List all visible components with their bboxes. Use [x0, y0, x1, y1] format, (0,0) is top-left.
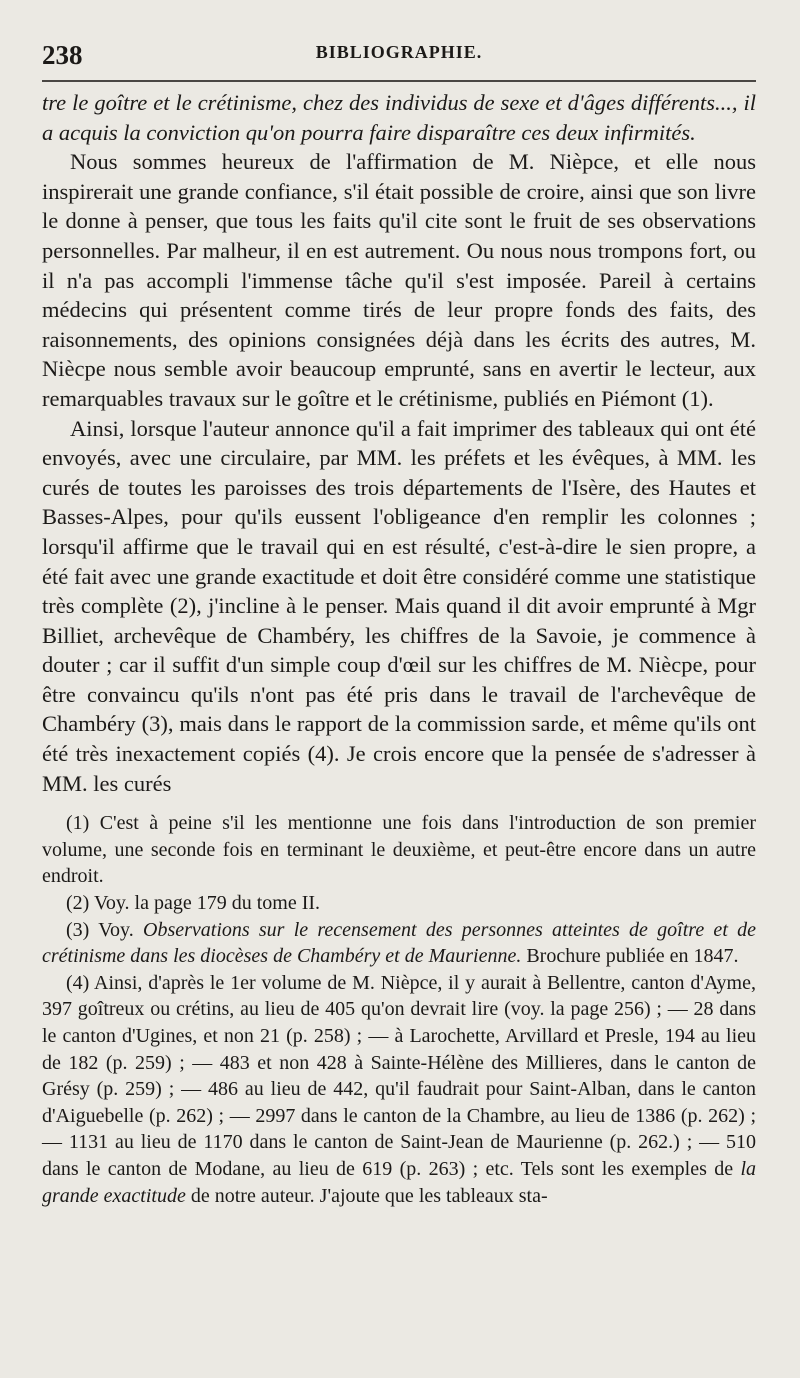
footnote-3 — [42, 917, 756, 970]
footnote-4 — [42, 970, 756, 1209]
page-number: 238 — [42, 40, 83, 70]
footnote-3-lead: (3) Voy. — [66, 918, 143, 941]
main-text — [42, 88, 756, 798]
running-head: BIBLIOGRAPHIE. — [315, 42, 483, 62]
paragraph: Ainsi, lorsque l'auteur annonce qu'il a fait imprimer des tableaux qui ont été envoyés, avec une circulaire, par MM. les préfets et les évêques, à MM. les curés de toutes les paroisses des trois départements de l'Isère, des Hautes et Basses-Alpes, pour qu'ils eussent l'obligeance d'en remplir les colonnes ; lorsqu'il affirme que le travail qui en est résulté, c'est-à-dire le sien propre, a été fait avec une grande exactitude et doit être considéré comme une statistique très complète (2), j'incline à le penser. Mais quand il dit avoir emprunté à Mgr Billiet, archevêque de Chambéry, les chiffres de la Savoie, je commence à douter ; car il suffit d'un simple coup d'œil sur les chiffres de M. Niècpe, pour être convaincu qu'ils n'ont pas été pris dans le travail de l'archevêque de Chambéry (3), mais dans le rapport de la commission sarde, et même qu'ils ont été très inexactement copiés (4). Je crois encore que la pensée de s'adresser à MM. les curés — [42, 415, 756, 796]
footnote-4-text: (4) Ainsi, d'après le 1er volume de M. Nièpce, il y aurait à Bellentre, canton d'Ayme, 397 goîtreux ou crétins, au lieu de 405 qu'on devrait lire (voy. la page 256) ; — 28 dans le canton d'Ugines, et non 21 (p. 258) ; — à Larochette, Arvillard et Presle, 194 au lieu de 182 (p. 259) ; — 483 et non 428 à Sainte-Hélène des Millieres, dans le canton de Grésy (p. 259) ; — 486 au lieu de 442, qu'il faudrait pour Saint-Alban, dans le canton d'Aiguebelle (p. 262) ; — 2997 dans le canton de la Chambre, au lieu de 1386 (p. 262) ; — 1131 au lieu de 1170 dans le canton de Saint-Jean de Maurienne (p. 262.) ; — 510 dans le canton de Modane, au lieu de 619 (p. 263) ; etc. Tels sont les exemples de — [42, 971, 756, 1180]
paragraph-continuation: tre le goître et le crétinisme, chez des individus de sexe et d'âges différents..., il a acquis la conviction qu'on pourra faire disparaître ces deux infirmités. — [42, 90, 756, 145]
footnotes — [42, 810, 756, 1209]
footnote-3-tail: Brochure publiée en 1847. — [521, 945, 739, 968]
paragraph: Nous sommes heureux de l'affirmation de M. Nièpce, et elle nous inspirerait une grande confiance, s'il était possible de croire, ainsi que son livre le donne à penser, que tous les faits qu'il cite sont le fruit de ses observations personnelles. Par malheur, il en est autrement. Ou nous nous trompons fort, ou il n'a pas accompli l'immense tâche qu'il s'est imposée. Pareil à certains médecins qui présentent comme tirés de leur propre fonds des faits, des raisonnements, des opinions consignées déjà dans les écrits des autres, M. Niècpe nous semble avoir beaucoup emprunté, sans en avertir le lecteur, aux remarquables travaux sur le goître et le crétinisme, publiés en Piémont (1). — [42, 149, 756, 411]
footnote-2: (2) Voy. la page 179 du tome II. — [66, 892, 321, 915]
footnote-4-emphasis: la grande exactitude — [42, 1157, 756, 1207]
footnote-3-title: Observations sur le recensement des personnes atteintes de goître et de crétinisme dans les diocèses de Chambéry et de Maurienne. — [42, 918, 756, 968]
footnote-4-end: de notre auteur. J'ajoute que les tableaux sta- — [185, 1184, 548, 1207]
footnote-1: (1) C'est à peine s'il les mentionne une fois dans l'introduction de son premier volume, une seconde fois en terminant le deuxième, et peut-être encore dans un autre endroit. — [42, 812, 756, 888]
page-header — [42, 36, 756, 82]
